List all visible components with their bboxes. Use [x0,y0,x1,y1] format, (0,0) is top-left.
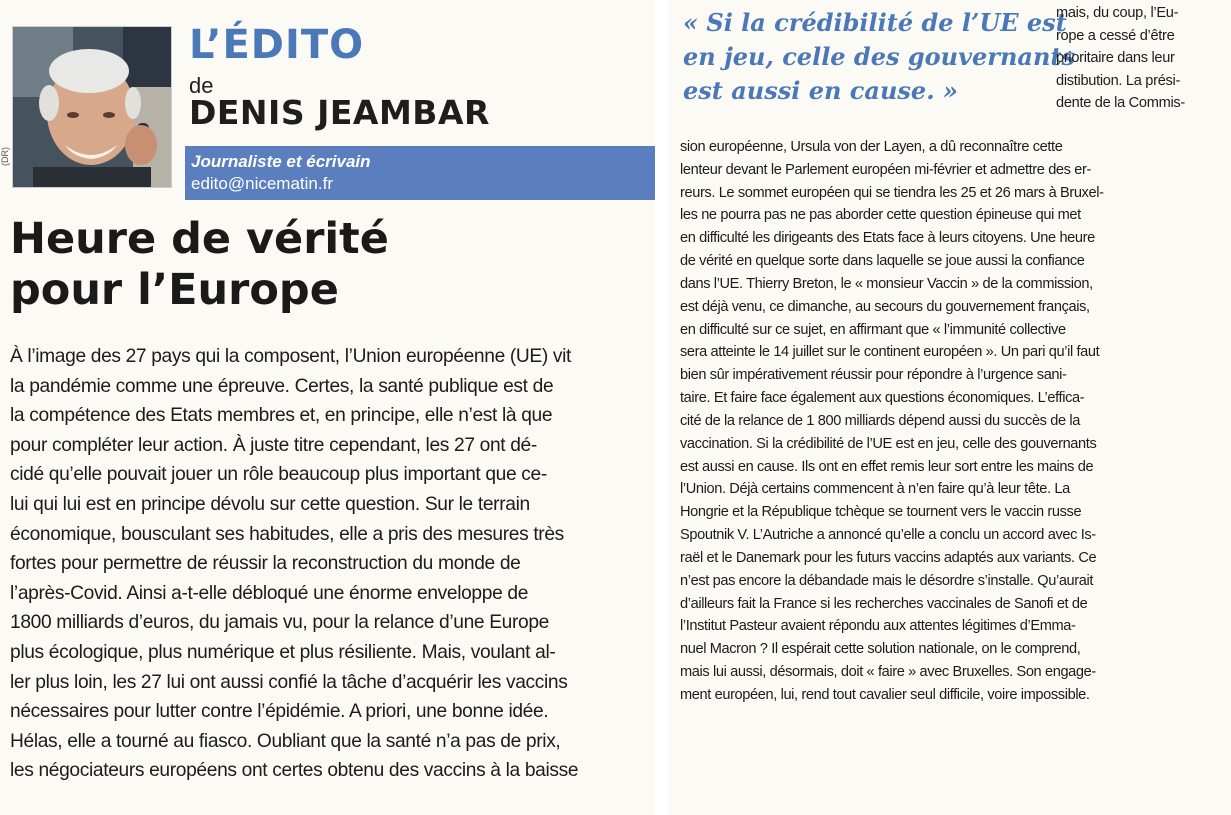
body-line: sion européenne, Ursula von der Layen, a dû reconnaître cette [680,139,1063,155]
author-portrait-image [13,27,171,187]
body-line: 1800 milliards d’euros, du jamais vu, pour la relance d’une Europe [10,612,549,634]
body-line: en difficulté les dirigeants des Etats face à leurs citoyens. Une heure [680,230,1095,247]
body-line: lenteur devant le Parlement européen mi-février et admettre des er- [680,161,1091,178]
headline-line: Heure de vérité [10,214,389,264]
body-line: mais lui aussi, désormais, doit « faire » avec Bruxelles. Son engage- [680,664,1096,681]
article-body-right [680,136,1231,707]
body-line: dente de la Commis- [1056,95,1185,112]
pull-quote-line: en jeu, celle des gouvernants [683,42,1075,71]
photo-credit: (DR) [0,147,10,166]
body-line: lui qui lui est en principe dévolu sur cette question. Sur le terrain [10,493,530,515]
author-preposition: de [189,73,214,98]
author-name: DENIS JEAMBAR [189,93,490,132]
body-line: en difficulté sur ce sujet, en affirmant que « l’immunité collective [680,321,1066,338]
body-line: les négociateurs européens ont certes obtenu des vaccins à la baisse [10,760,579,782]
body-line: est déjà venu, ce dimanche, au secours du gouvernement français, [680,298,1090,315]
article-headline [10,214,650,316]
author-role: Journaliste et écrivain [191,152,371,171]
body-line: Spoutnik V. L’Autriche a annoncé qu’elle a conclu un accord avec Is- [680,527,1096,544]
author-info-box [185,146,655,200]
body-line: distibution. La prési- [1056,72,1181,89]
body-line: pour compléter leur action. À juste titre cependant, les 27 ont dé- [10,434,537,456]
body-line: de vérité en quelque sorte dans laquelle se joue aussi la confiance [680,253,1085,270]
body-line: Hélas, elle a tourné au fiasco. Oubliant que la santé n’a pas de prix, [10,730,561,752]
body-line: l’Union. Déjà certains commencent à n’en faire qu’à leur tête. La [680,481,1070,498]
body-line: reurs. Le sommet européen qui se tiendra les 25 et 26 mars à Bruxel- [680,184,1104,201]
body-line: À l’image des 27 pays qui la composent, l’Union européenne (UE) vit [10,346,572,367]
body-line: raël et le Danemark pour les futurs vaccins adaptés aux variants. Ce [680,549,1097,566]
headline-line: pour l’Europe [10,265,339,315]
body-line: ler plus loin, les 27 lui ont aussi confié la tâche d’acquérir les vaccins [10,671,568,693]
body-line: rope a cessé d’être [1056,27,1175,44]
body-line: cité de la relance de 1 800 milliards dépend aussi du succès de la [680,412,1081,429]
author-photo [12,26,172,188]
body-line: la pandémie comme une épreuve. Certes, la santé publique est de [10,375,554,397]
body-line: d’ailleurs fait la France si les recherches vaccinales de Sanofi et de [680,595,1088,612]
body-line: nuel Macron ? Il espérait cette solution nationale, on le comprend, [680,641,1081,658]
body-line: est aussi en cause. Ils ont en effet remis leur sort entre les mains de [680,458,1094,475]
body-line: fortes pour permettre de réussir la reconstruction du monde de [10,553,521,575]
body-line: la compétence des Etats membres et, en principe, elle n’est là que [10,405,553,427]
body-line: les ne pourra pas ne pas aborder cette question épineuse qui met [680,207,1081,224]
article-body-wrap [1056,2,1231,115]
pull-quote-line: « Si la crédibilité de l’UE est [683,8,1067,37]
body-line: économique, bousculant ses habitudes, elle a pris des mesures très [10,523,564,545]
pull-quote-line: est aussi en cause. » [683,76,958,105]
body-line: vaccination. Si la crédibilité de l’UE est en jeu, celle des gouvernants [680,435,1097,452]
body-line: cidé qu’elle pouvait jouer un rôle beaucoup plus important que ce- [10,464,547,486]
body-line: ment européen, lui, rend tout cavalier seul difficile, voire impossible. [680,686,1090,703]
body-line: l’après-Covid. Ainsi a-t-elle débloqué une énorme enveloppe de [10,582,529,604]
body-line: taire. Et faire face également aux questions économiques. L’effica- [680,390,1085,407]
body-line: sera atteinte le 14 juillet sur le continent européen ». Un pari qu’il faut [680,344,1100,361]
section-title: L’ÉDITO [189,22,365,68]
author-email: edito@nicematin.fr [191,174,333,193]
body-line: Hongrie et la République tchèque se tournent vers le vaccin russe [680,504,1082,521]
body-line: nécessaires pour lutter contre l’épidémie. A priori, une bonne idée. [10,701,549,723]
column-gutter [655,0,668,815]
body-line: n’est pas encore la débandade mais le désordre s’installe. Qu’aurait [680,572,1094,589]
body-line: l’Institut Pasteur avaient répondu aux attentes légitimes d’Emma- [680,618,1076,635]
body-line: dans l’UE. Thierry Breton, le « monsieur Vaccin » de la commission, [680,275,1093,292]
body-line: mais, du coup, l’Eu- [1056,5,1179,21]
body-line: prioritaire dans leur [1056,50,1175,67]
article-body-left [10,342,655,786]
body-line: bien sûr impérativement réussir pour répondre à l’urgence sani- [680,367,1067,384]
pull-quote [683,6,1075,108]
body-line: plus écologique, plus numérique et plus résiliente. Mais, voulant al- [10,641,556,663]
